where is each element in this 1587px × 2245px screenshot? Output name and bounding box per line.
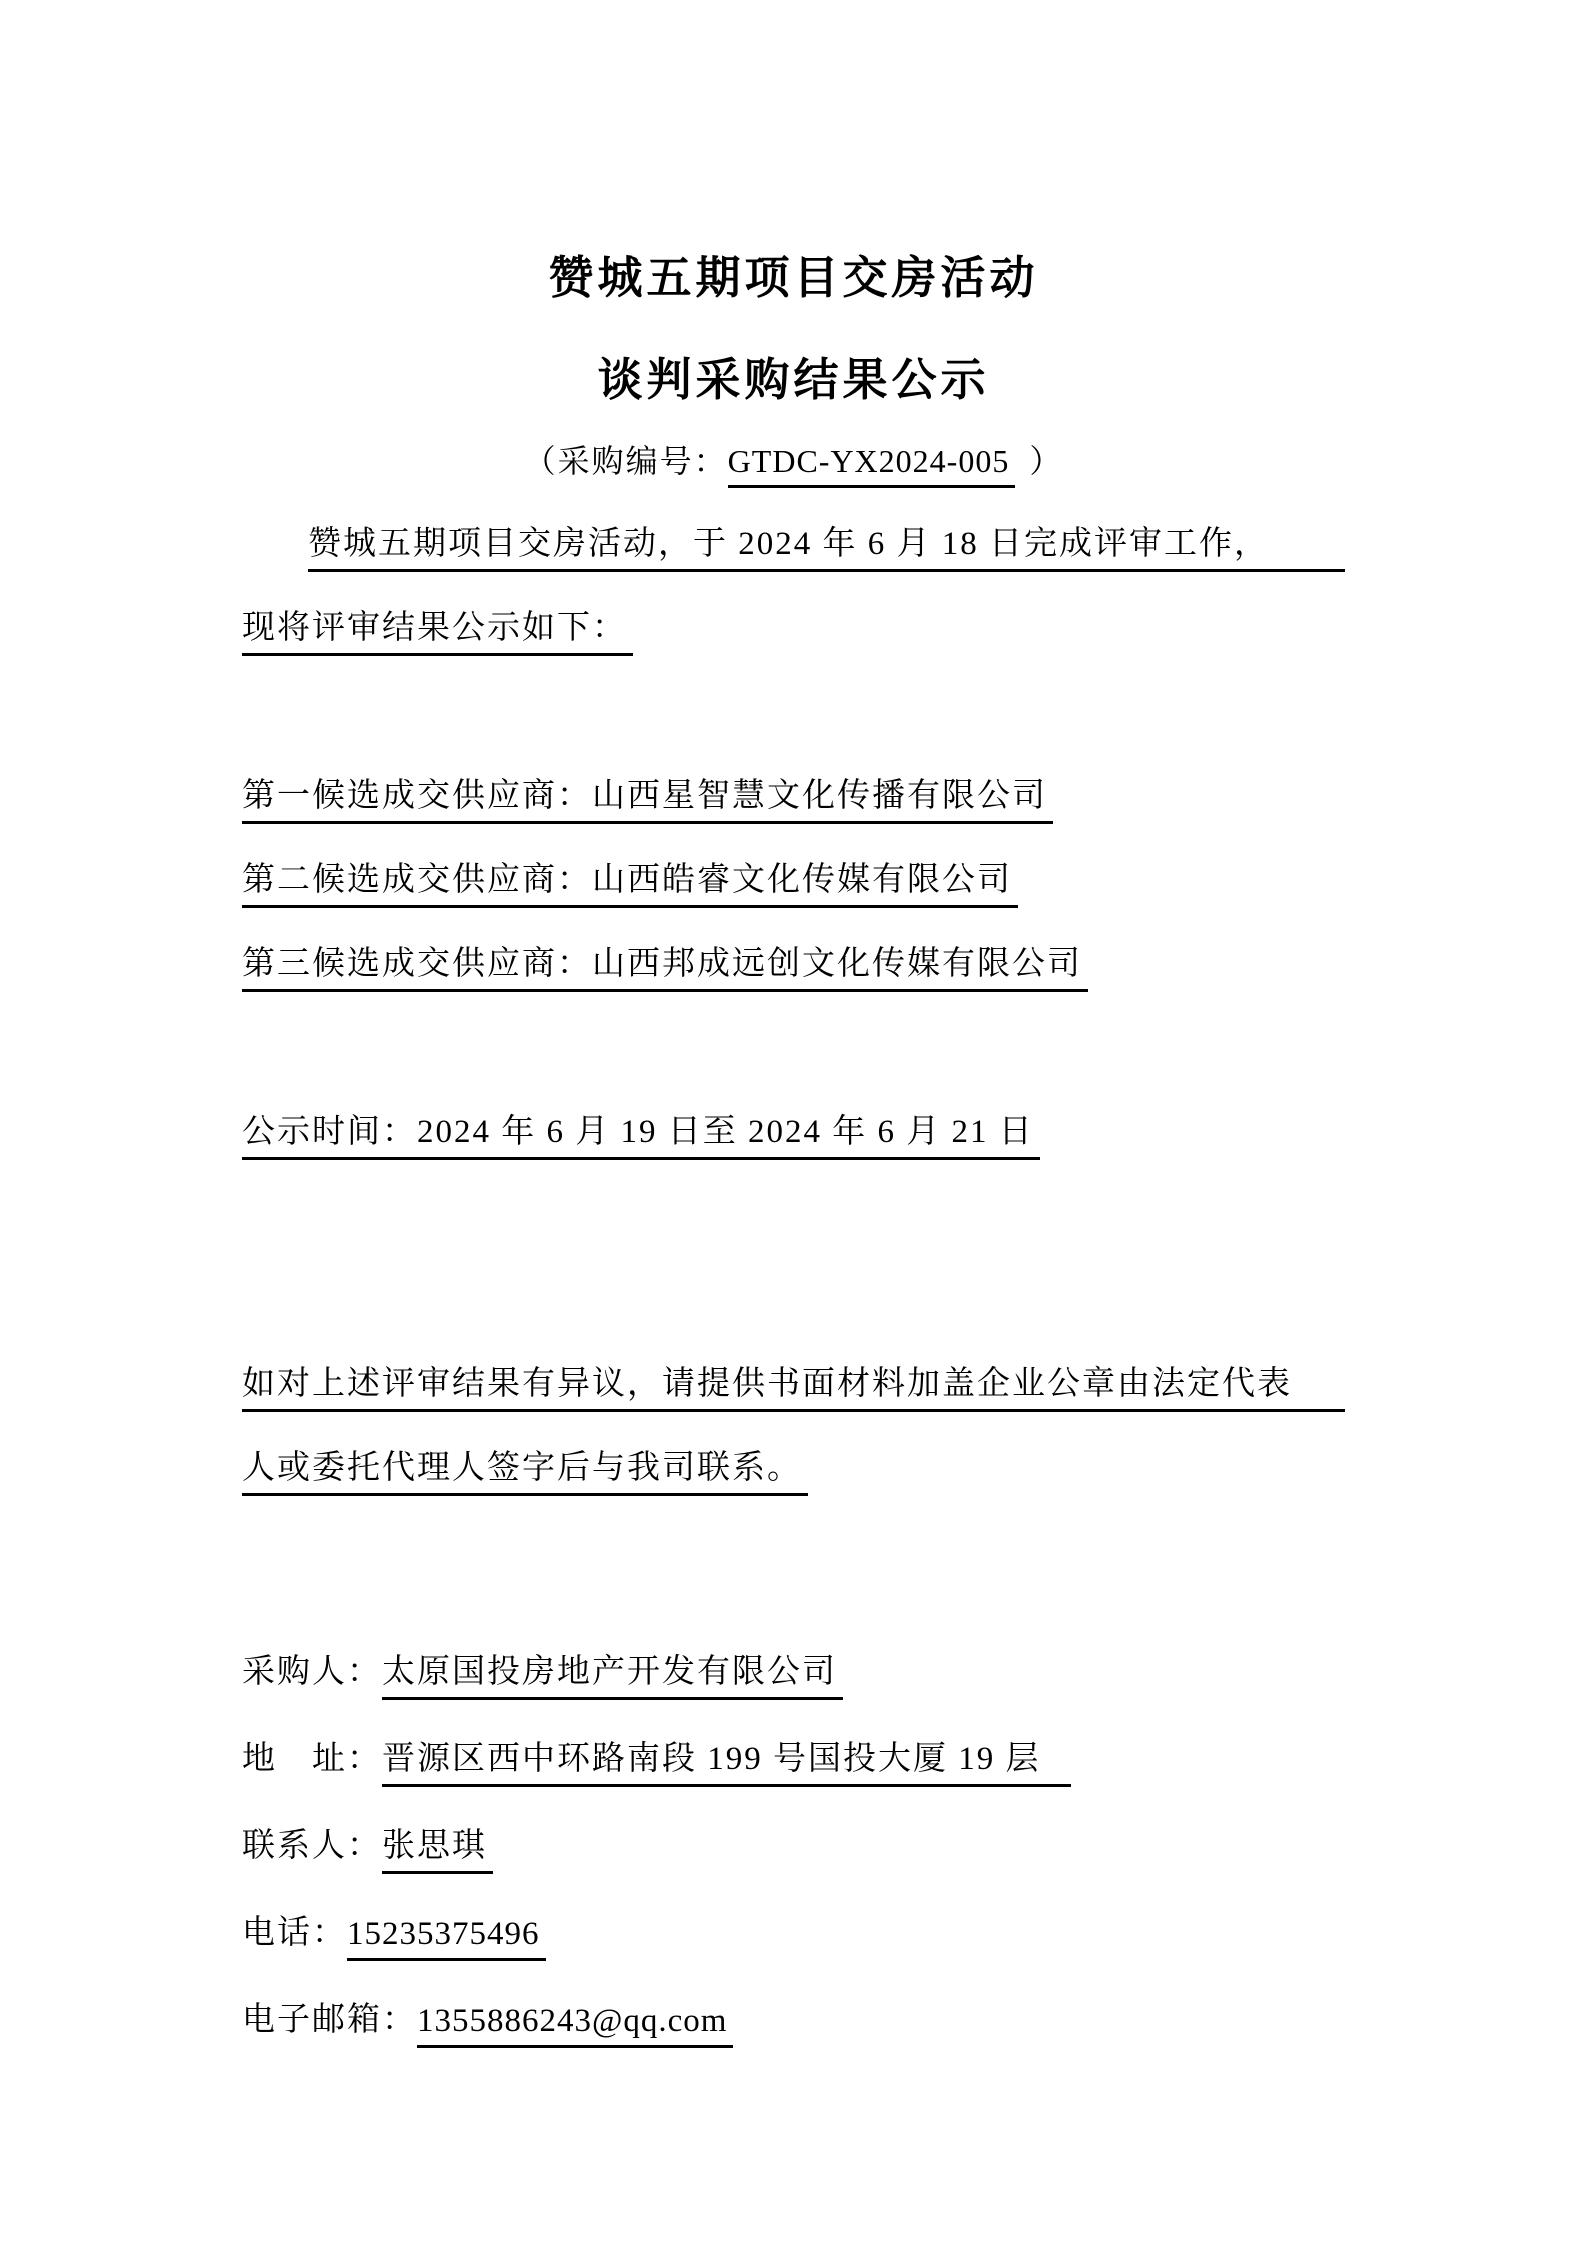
spacer-line bbox=[242, 656, 1345, 740]
intro-line-2-text: 现将评审结果公示如下： bbox=[242, 601, 633, 656]
contact-row-purchaser bbox=[242, 1616, 1345, 1700]
contact-person-label: 联系人： bbox=[242, 1828, 382, 1864]
procurement-number-line bbox=[242, 443, 1345, 488]
procurement-number-value: GTDC-YX2024-005 bbox=[728, 443, 1016, 488]
contact-row-address bbox=[242, 1700, 1345, 1787]
objection-line-2 bbox=[242, 1412, 1345, 1496]
purchaser-label: 采购人： bbox=[242, 1654, 382, 1690]
procurement-number-prefix: （采购编号： bbox=[523, 443, 728, 479]
email-value: 1355886243@qq.com bbox=[417, 2003, 733, 2048]
phone-value: 15235375496 bbox=[347, 1916, 546, 1961]
email-label: 电子邮箱： bbox=[242, 2002, 417, 2038]
phone-label: 电话： bbox=[242, 1915, 347, 1951]
contact-person-value: 张思琪 bbox=[382, 1819, 493, 1874]
spacer-line bbox=[242, 992, 1345, 1076]
candidate-2-company: 山西皓睿文化传媒有限公司 bbox=[592, 862, 1012, 898]
candidate-row-3 bbox=[242, 908, 1345, 992]
intro-line-1 bbox=[242, 488, 1345, 572]
spacer-line bbox=[242, 1160, 1345, 1244]
spacer-line bbox=[242, 1244, 1345, 1328]
contact-row-phone bbox=[242, 1874, 1345, 1961]
candidate-row-1 bbox=[242, 740, 1345, 824]
spacer-line bbox=[242, 1496, 1345, 1616]
publicity-period-text: 公示时间：2024 年 6 月 19 日至 2024 年 6 月 21 日 bbox=[242, 1105, 1040, 1160]
contact-row-person bbox=[242, 1787, 1345, 1874]
objection-line-2-text: 人或委托代理人签字后与我司联系。 bbox=[242, 1441, 808, 1496]
doc-title-line2: 谈判采购结果公示 bbox=[597, 355, 990, 405]
candidate-row-3-text bbox=[242, 937, 1088, 992]
address-value: 晋源区西中环路南段 199 号国投大厦 19 层 bbox=[382, 1732, 1071, 1787]
address-label: 地 址： bbox=[242, 1741, 382, 1777]
candidate-1-company: 山西星智慧文化传播有限公司 bbox=[592, 778, 1047, 814]
doc-title-line1: 赞城五期项目交房活动 bbox=[548, 253, 1039, 303]
procurement-number-suffix: ） bbox=[1029, 443, 1064, 479]
contact-row-email bbox=[242, 1961, 1345, 2048]
candidate-3-company: 山西邦成远创文化传媒有限公司 bbox=[592, 946, 1082, 982]
candidate-row-2-text bbox=[242, 853, 1018, 908]
purchaser-value: 太原国投房地产开发有限公司 bbox=[382, 1645, 843, 1700]
candidate-row-1-text bbox=[242, 769, 1053, 824]
objection-line-1-text: 如对上述评审结果有异议，请提供书面材料加盖企业公章由法定代表 bbox=[242, 1357, 1345, 1412]
publicity-period-line bbox=[242, 1076, 1345, 1160]
intro-line-2 bbox=[242, 572, 1345, 656]
objection-line-1 bbox=[242, 1328, 1345, 1412]
candidate-1-label: 第一候选成交供应商： bbox=[242, 778, 592, 814]
intro-line-1-text: 赞城五期项目交房活动，于 2024 年 6 月 18 日完成评审工作， bbox=[308, 517, 1345, 572]
candidate-2-label: 第二候选成交供应商： bbox=[242, 862, 592, 898]
candidate-3-label: 第三候选成交供应商： bbox=[242, 946, 592, 982]
candidate-row-2 bbox=[242, 824, 1345, 908]
document-body bbox=[242, 488, 1345, 2048]
